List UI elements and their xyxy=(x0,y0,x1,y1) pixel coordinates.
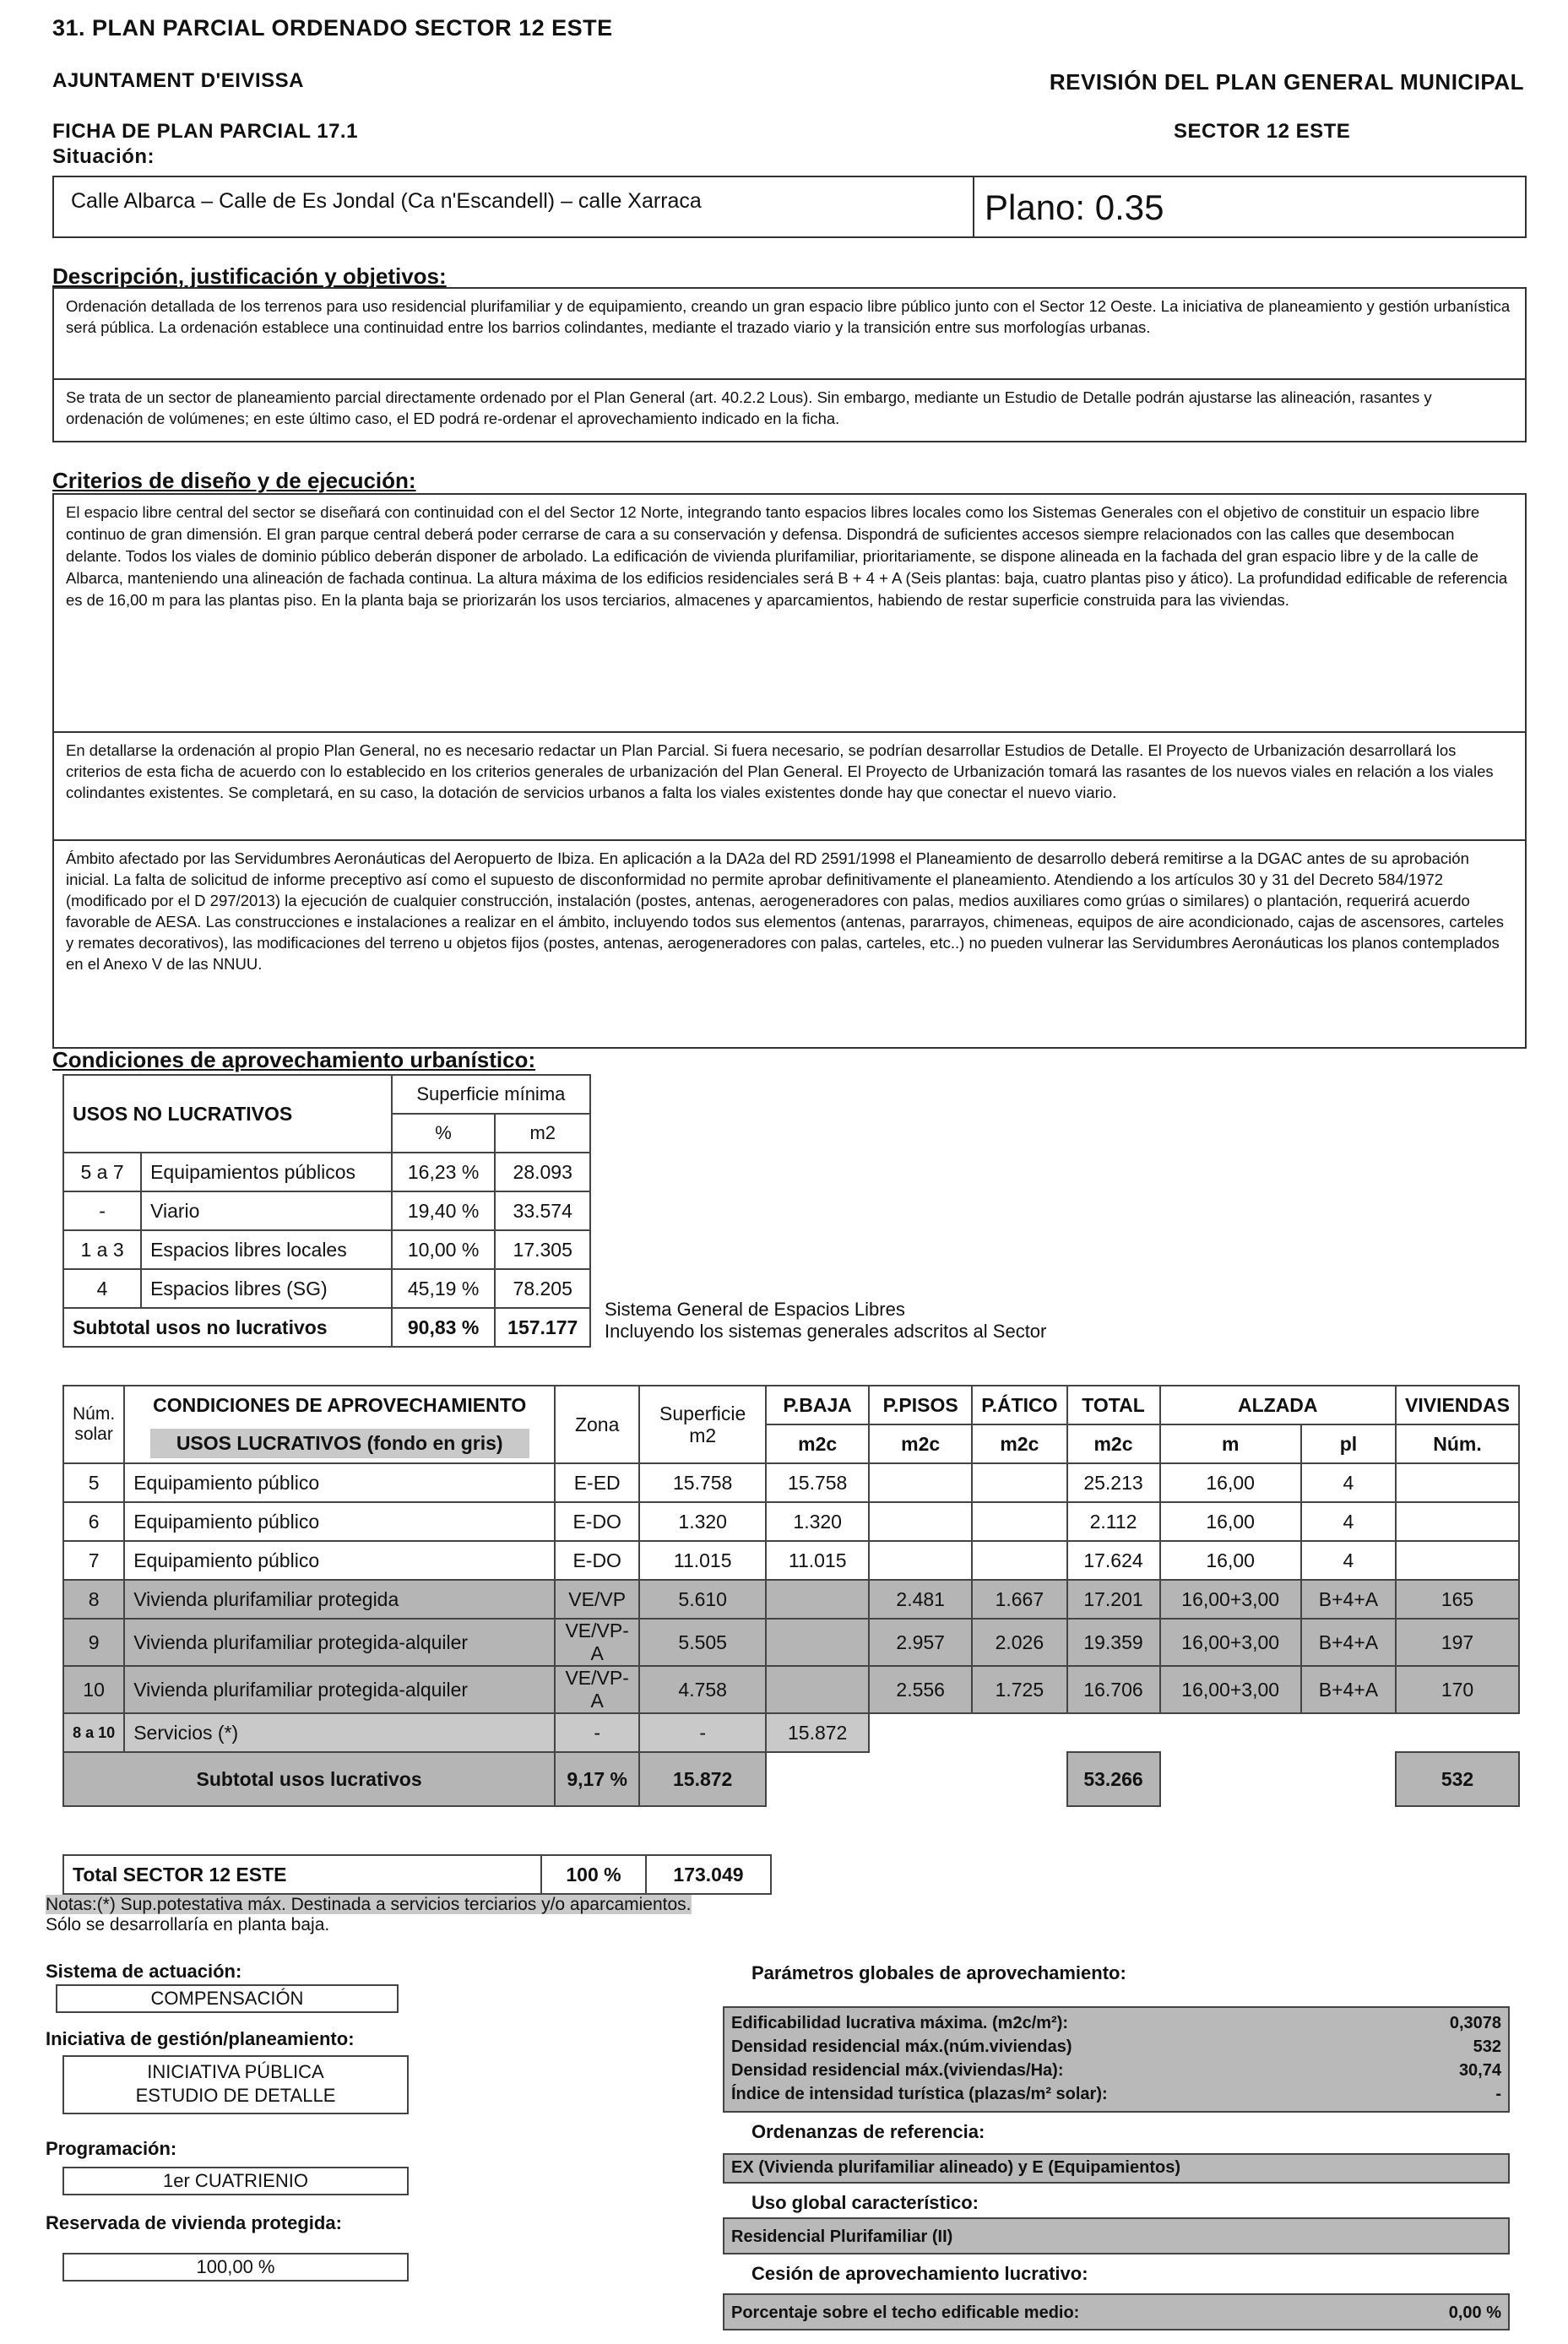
serv-zona: - xyxy=(555,1713,639,1752)
parametros-label: Parámetros globales de aprovechamiento: xyxy=(751,1962,1126,1983)
pct-header: % xyxy=(392,1114,496,1153)
row-pct: 10,00 % xyxy=(392,1230,496,1269)
cell-m: 16,00+3,00 xyxy=(1160,1619,1301,1666)
h-pl: pl xyxy=(1301,1424,1396,1463)
h-usos: USOS LUCRATIVOS (fondo en gris) xyxy=(150,1429,529,1458)
cesion-row-value: 0,00 % xyxy=(1448,2303,1501,2322)
cell-sup: 15.758 xyxy=(639,1463,766,1502)
subtotal-lucrativos-viv: 532 xyxy=(1396,1752,1519,1806)
cesion-label: Cesión de aprovechamiento lucrativo: xyxy=(751,2263,1088,2284)
table-row xyxy=(63,1230,590,1269)
cell-viv: 170 xyxy=(1396,1666,1519,1713)
h-zona: Zona xyxy=(555,1386,639,1463)
h-ppisos: P.PISOS xyxy=(869,1386,972,1424)
row-name: Espacios libres locales xyxy=(141,1230,392,1269)
cell-pa: 1.725 xyxy=(972,1666,1066,1713)
cell-num: 9 xyxy=(63,1619,124,1666)
subtotal-lucrativos-m2: 15.872 xyxy=(639,1752,766,1806)
no-lucrativos-heading: USOS NO LUCRATIVOS xyxy=(63,1075,392,1153)
cell-zona: VE/VP-A xyxy=(555,1666,639,1713)
h-m2c: m2c xyxy=(1067,1424,1160,1463)
subtotal-pct: 90,83 % xyxy=(392,1308,496,1347)
param-value: 0,3078 xyxy=(1449,2014,1501,2032)
revision-label: REVISIÓN DEL PLAN GENERAL MUNICIPAL xyxy=(1049,69,1524,95)
no-lucrativos-table xyxy=(62,1074,591,1348)
condiciones-title: Condiciones de aprovechamiento urbanístico: xyxy=(52,1047,536,1072)
subtotal-lucrativos-label: Subtotal usos lucrativos xyxy=(63,1752,555,1806)
parametros-box xyxy=(723,2006,1510,2113)
cell-m: 16,00+3,00 xyxy=(1160,1666,1301,1713)
cell-pl: 4 xyxy=(1301,1541,1396,1580)
situacion-box xyxy=(52,176,1527,238)
h-total: TOTAL xyxy=(1067,1386,1160,1424)
cell-m: 16,00+3,00 xyxy=(1160,1580,1301,1619)
subtotal-row xyxy=(63,1308,590,1347)
param-label: Índice de intensidad turística (plazas/m² solar): xyxy=(731,2085,1108,2103)
uso-value: Residencial Plurifamiliar (II) xyxy=(723,2217,1510,2254)
cell-pb: 11.015 xyxy=(766,1541,869,1580)
table-row xyxy=(63,1580,1519,1619)
cell-pb xyxy=(766,1580,869,1619)
iniciativa-value-2: ESTUDIO DE DETALLE xyxy=(135,2085,336,2106)
programacion-value: 1er CUATRIENIO xyxy=(62,2167,409,2195)
h-pbaja: P.BAJA xyxy=(766,1386,869,1424)
subtotal-lucrativos-total: 53.266 xyxy=(1067,1752,1160,1806)
cell-sup: 5.610 xyxy=(639,1580,766,1619)
descripcion-p1: Ordenación detallada de los terrenos para uso residencial plurifamiliar y de equipamiento, creando un gran espacio libre público junto con el Sector 12 Oeste. La iniciativa de planeamiento y gestión urbanística será pública. La ordenación establece una continuidad entre los barrios colindantes, mediante el trazado viario y la transición entre sus morfologías urbanas. xyxy=(52,287,1527,380)
m2-header: m2 xyxy=(495,1114,590,1153)
table-row xyxy=(63,1191,590,1230)
cell-sup: 5.505 xyxy=(639,1619,766,1666)
reservada-value: 100,00 % xyxy=(62,2253,409,2282)
h-m2c: m2c xyxy=(972,1424,1066,1463)
cell-m: 16,00 xyxy=(1160,1463,1301,1502)
cell-pb: 1.320 xyxy=(766,1502,869,1541)
cell-zona: E-ED xyxy=(555,1463,639,1502)
row-num: 5 a 7 xyxy=(63,1153,141,1191)
cell-tot: 25.213 xyxy=(1067,1463,1160,1502)
cell-num: 5 xyxy=(63,1463,124,1502)
cell-pl: 4 xyxy=(1301,1502,1396,1541)
iniciativa-value-1: INICIATIVA PÚBLICA xyxy=(147,2061,324,2082)
criterios-p1: El espacio libre central del sector se diseñará con continuidad con el del Sector 12 Norte, integrando tanto espacios libres locales como los Sistemas Generales con el objetivo de constituir un espacio libre continuo de gran dimensión. El gran parque central deberá poder cerrarse de cara a su conservación y defensa. Dispondrá de suficientes accesos siempre relacionados con las calles que desembocan delante. Todos los viales de dominio público deberán disponer de arbolado. La edificación de vivienda plurifamiliar, prioritariamente, se dispone alineada en la fachada del gran espacio libre y de la calle de Albarca, manteniendo una alineación de fachada continua. La altura máxima de los edificios residenciales será B + 4 + A (Seis plantas: baja, cuatro plantas piso y ático). La profundidad edificable de referencia es de 16,00 m para las plantas piso. En la planta baja se priorizarán los usos terciarios, almacenes y aparcamientos, habiendo de restar superficie construida para las viviendas. xyxy=(52,493,1527,733)
row-m2: 33.574 xyxy=(495,1191,590,1230)
divider xyxy=(973,176,974,238)
h-viv: VIVIENDAS xyxy=(1396,1386,1519,1424)
cell-name: Equipamiento público xyxy=(124,1463,555,1502)
sistema-value: COMPENSACIÓN xyxy=(56,1984,399,2013)
row-m2: 17.305 xyxy=(495,1230,590,1269)
reservada-label: Reservada de vivienda protegida: xyxy=(46,2212,342,2233)
ficha-label: FICHA DE PLAN PARCIAL 17.1 xyxy=(52,120,358,143)
cell-zona: E-DO xyxy=(555,1502,639,1541)
table-row xyxy=(63,1269,590,1308)
total-label: Total SECTOR 12 ESTE xyxy=(63,1855,541,1894)
table-row xyxy=(63,1153,590,1191)
cell-pp: 2.556 xyxy=(869,1666,972,1713)
total-pct: 100 % xyxy=(541,1855,646,1894)
cell-zona: E-DO xyxy=(555,1541,639,1580)
cell-pl: B+4+A xyxy=(1301,1580,1396,1619)
total-table xyxy=(62,1854,772,1895)
cell-pp xyxy=(869,1463,972,1502)
cell-tot: 17.201 xyxy=(1067,1580,1160,1619)
cell-pa: 2.026 xyxy=(972,1619,1066,1666)
sup-min-header: Superficie mínima xyxy=(392,1075,590,1114)
cell-tot: 16.706 xyxy=(1067,1666,1160,1713)
notas-line-1 xyxy=(46,1895,692,1915)
cell-zona: VE/VP-A xyxy=(555,1619,639,1666)
cell-viv xyxy=(1396,1463,1519,1502)
h-cond: CONDICIONES DE APROVECHAMIENTO xyxy=(124,1386,555,1424)
cell-pp: 2.481 xyxy=(869,1580,972,1619)
cell-num: 7 xyxy=(63,1541,124,1580)
cell-pl: B+4+A xyxy=(1301,1619,1396,1666)
cell-sup: 4.758 xyxy=(639,1666,766,1713)
situacion-value: Calle Albarca – Calle de Es Jondal (Ca n'Escandell) – calle Xarraca xyxy=(71,189,702,213)
cell-viv xyxy=(1396,1502,1519,1541)
criterios-title: Criterios de diseño y de ejecución: xyxy=(52,468,416,493)
subtotal-lucrativos-pct: 9,17 % xyxy=(555,1752,639,1806)
cell-m: 16,00 xyxy=(1160,1541,1301,1580)
subtotal-lucrativos-row xyxy=(63,1752,1519,1806)
cell-num: 10 xyxy=(63,1666,124,1713)
h-m2c: m2c xyxy=(869,1424,972,1463)
row-pct: 16,23 % xyxy=(392,1153,496,1191)
cell-viv: 197 xyxy=(1396,1619,1519,1666)
row-m2: 78.205 xyxy=(495,1269,590,1308)
cell-zona: VE/VP xyxy=(555,1580,639,1619)
table-row xyxy=(63,1541,1519,1580)
cell-pp xyxy=(869,1502,972,1541)
row-pct: 45,19 % xyxy=(392,1269,496,1308)
cell-name: Vivienda plurifamiliar protegida-alquiler xyxy=(124,1619,555,1666)
page-title: 31. PLAN PARCIAL ORDENADO SECTOR 12 ESTE xyxy=(52,15,613,41)
ajuntament-label: AJUNTAMENT D'EIVISSA xyxy=(52,69,304,92)
cell-pb xyxy=(766,1666,869,1713)
cell-m: 16,00 xyxy=(1160,1502,1301,1541)
h-num: Núm. solar xyxy=(63,1386,124,1463)
criterios-p3: Ámbito afectado por las Servidumbres Aeronáuticas del Aeropuerto de Ibiza. En aplicación a la DA2a del RD 2591/1998 el Planeamiento de desarrollo deberá remitirse a la DGAC antes de su aprobación inicial. La falta de solicitud de informe preceptivo así como el supuesto de disconformidad no permite aprobar definitivamente el planeamiento. Atendiendo a los artículos 30 y 31 del Decreto 584/1972 (modificado por el D 297/2013) la ejecución de cualquier construcción, instalación (postes, antenas, aerogeneradores con palas, medios auxiliares como grúas o similares) o plantación, requerirá acuerdo favorable de AESA. Las construcciones e instalaciones a realizar en el ámbito, incluyendo todos sus elementos (antenas, pararrayos, chimeneas, equipos de aire acondicionado, cajas de ascensores, carteles y remates decorativos), las modificaciones del terreno u objetos fijos (postes, antenas, aerogeneradores con palas, carteles, etc..) no pueden vulnerar las Servidumbres Aeronáuticas los planos contemplados en el Anexo V de las NNUU. xyxy=(52,839,1527,1049)
serv-name: Servicios (*) xyxy=(124,1713,555,1752)
cell-pb xyxy=(766,1619,869,1666)
notas-text: Notas:(*) Sup.potestativa máx. Destinada a servicios terciarios y/o aparcamientos. xyxy=(46,1895,692,1914)
cesion-box xyxy=(723,2293,1510,2330)
cell-tot: 17.624 xyxy=(1067,1541,1160,1580)
param-label: Densidad residencial máx.(núm.viviendas) xyxy=(731,2037,1072,2056)
h-num2: Núm. xyxy=(1396,1424,1519,1463)
ordenanzas-label: Ordenanzas de referencia: xyxy=(751,2121,985,2142)
sg-note-2: Incluyendo los sistemas generales adscritos al Sector xyxy=(605,1321,1047,1342)
table-row xyxy=(63,1619,1519,1666)
param-value: 532 xyxy=(1473,2037,1501,2056)
notas-line-2: Sólo se desarrollaría en planta baja. xyxy=(46,1915,330,1934)
row-name: Viario xyxy=(141,1191,392,1230)
programacion-label: Programación: xyxy=(46,2138,177,2159)
cell-pl: 4 xyxy=(1301,1463,1396,1502)
iniciativa-box xyxy=(62,2055,409,2114)
h-alzada: ALZADA xyxy=(1160,1386,1397,1424)
serv-sup: - xyxy=(639,1713,766,1752)
cell-tot: 2.112 xyxy=(1067,1502,1160,1541)
row-m2: 28.093 xyxy=(495,1153,590,1191)
table-row xyxy=(63,1463,1519,1502)
lucrativos-table xyxy=(62,1385,1520,1807)
cell-pl: B+4+A xyxy=(1301,1666,1396,1713)
row-num: 4 xyxy=(63,1269,141,1308)
cell-pa xyxy=(972,1502,1066,1541)
cell-pa xyxy=(972,1463,1066,1502)
servicios-row xyxy=(63,1713,1519,1752)
sg-note: Sistema General de Espacios Libres xyxy=(605,1299,905,1320)
situacion-label: Situación: xyxy=(52,145,155,168)
sector-label: SECTOR 12 ESTE xyxy=(1174,120,1351,143)
cell-pp: 2.957 xyxy=(869,1619,972,1666)
cell-num: 8 xyxy=(63,1580,124,1619)
cell-viv xyxy=(1396,1541,1519,1580)
cell-pb: 15.758 xyxy=(766,1463,869,1502)
cell-pa xyxy=(972,1541,1066,1580)
h-m2c: m2c xyxy=(766,1424,869,1463)
h-m: m xyxy=(1160,1424,1301,1463)
row-pct: 19,40 % xyxy=(392,1191,496,1230)
row-num: - xyxy=(63,1191,141,1230)
row-num: 1 a 3 xyxy=(63,1230,141,1269)
param-row xyxy=(731,2082,1501,2106)
serv-num: 8 a 10 xyxy=(63,1713,124,1752)
descripcion-p2: Se trata de un sector de planeamiento parcial directamente ordenado por el Plan General (art. 40.2.2 Lous). Sin embargo, mediante un Estudio de Detalle podrán ajustarse las alineación, rasantes y ordenación de volúmenes; en este último caso, el ED podrá re-ordenar el aprovechamiento indicado en la ficha. xyxy=(52,378,1527,442)
cell-sup: 11.015 xyxy=(639,1541,766,1580)
cell-name: Equipamiento público xyxy=(124,1502,555,1541)
cell-name: Vivienda plurifamiliar protegida-alquiler xyxy=(124,1666,555,1713)
cell-tot: 19.359 xyxy=(1067,1619,1160,1666)
criterios-p2: En detallarse la ordenación al propio Plan General, no es necesario redactar un Plan Parcial. Si fuera necesario, se podrían desarrollar Estudios de Detalle. El Proyecto de Urbanización desarrollará los criterios de esta ficha de acuerdo con lo establecido en los criterios generales de urbanización del Plan General. El Proyecto de Urbanización tomará las rasantes de los nuevos viales en relación a los viales colindantes existentes. Se completará, en su caso, la dotación de servicios urbanos a falta los viales existentes donde hay que conectar el nuevo viario. xyxy=(52,731,1527,841)
h-sup: Superficie m2 xyxy=(639,1386,766,1463)
row-name: Equipamientos públicos xyxy=(141,1153,392,1191)
param-row xyxy=(731,2035,1501,2059)
cesion-row-label: Porcentaje sobre el techo edificable medio: xyxy=(731,2303,1080,2322)
subtotal-m2: 157.177 xyxy=(495,1308,590,1347)
table-row xyxy=(63,1666,1519,1713)
param-label: Edificabilidad lucrativa máxima. (m2c/m²): xyxy=(731,2014,1069,2032)
uso-label: Uso global característico: xyxy=(751,2192,979,2213)
plano-value: Plano: 0.35 xyxy=(985,187,1164,227)
param-value: - xyxy=(1495,2085,1501,2103)
param-row xyxy=(731,2011,1501,2035)
total-m2: 173.049 xyxy=(646,1855,771,1894)
cell-viv: 165 xyxy=(1396,1580,1519,1619)
serv-pb: 15.872 xyxy=(766,1713,869,1752)
descripcion-title: Descripción, justificación y objetivos: xyxy=(52,263,447,289)
cell-num: 6 xyxy=(63,1502,124,1541)
param-row xyxy=(731,2059,1501,2082)
cell-name: Vivienda plurifamiliar protegida xyxy=(124,1580,555,1619)
row-name: Espacios libres (SG) xyxy=(141,1269,392,1308)
cell-sup: 1.320 xyxy=(639,1502,766,1541)
cell-name: Equipamiento público xyxy=(124,1541,555,1580)
param-value: 30,74 xyxy=(1458,2061,1501,2080)
h-patico: P.ÁTICO xyxy=(972,1386,1066,1424)
table-row xyxy=(63,1502,1519,1541)
iniciativa-label: Iniciativa de gestión/planeamiento: xyxy=(46,2028,355,2049)
cell-pp xyxy=(869,1541,972,1580)
param-label: Densidad residencial máx.(viviendas/Ha): xyxy=(731,2061,1064,2080)
sistema-label: Sistema de actuación: xyxy=(46,1961,242,1982)
ordenanzas-value: EX (Vivienda plurifamiliar alineado) y E (Equipamientos) xyxy=(723,2153,1510,2184)
cell-pa: 1.667 xyxy=(972,1580,1066,1619)
subtotal-label: Subtotal usos no lucrativos xyxy=(63,1308,392,1347)
